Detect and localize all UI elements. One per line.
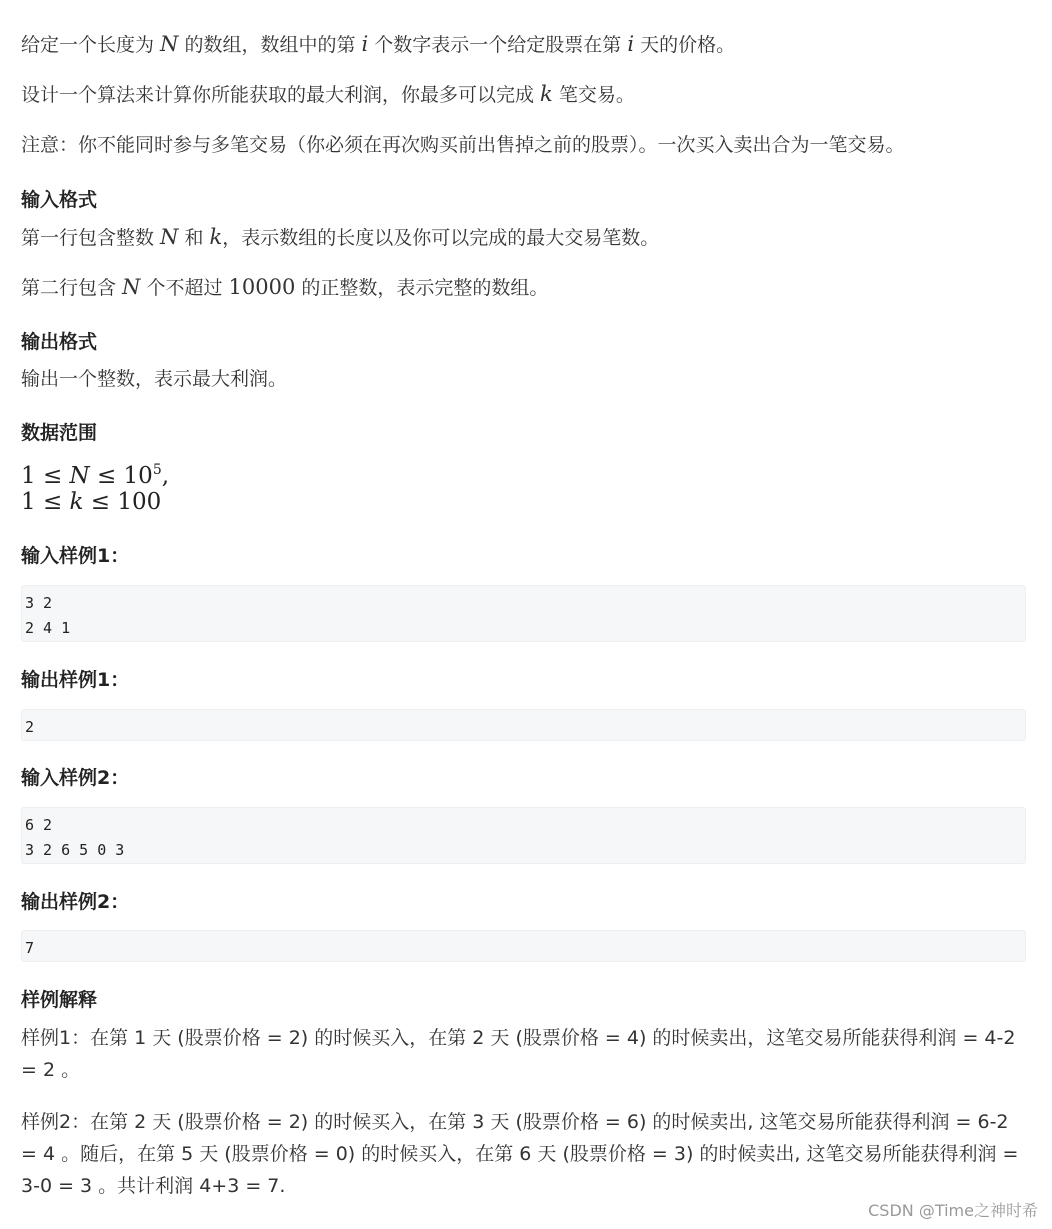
- code-line: 6 2: [25, 816, 53, 834]
- range-n: $1 \le N \le 10^5$,: [21, 462, 170, 489]
- sample-explanation-heading: 样例解释: [21, 989, 98, 1011]
- code-line: 2 4 1: [25, 619, 71, 637]
- output-format-text: 输出一个整数，表示最大利润。: [21, 368, 288, 390]
- sample-input-1-heading: 输入样例1：: [21, 545, 130, 567]
- explanation-paragraph-2: 样例2：在第 2 天 (股票价格 = 2) 的时候买入，在第 3 天 (股票价格 = 6) 的时候卖出, 这笔交易所能获得利润 = 6-2 = 4 。随后，在第 5 天 (股票价格 = 0) 的时候买入，在第 6 天 (股票价格 = 3) 的时候卖出, 这笔交易所能获得利润 = 3-0 = 3 。共计利润 4+3 = 7.: [21, 1111, 1019, 1197]
- output-format-heading: 输出格式: [21, 331, 98, 353]
- intro-paragraph-3: 注意：你不能同时参与多笔交易（你必须在再次购买前出售掉之前的股票）。一次买入卖出合为一笔交易。: [21, 134, 905, 156]
- sample-input-2-heading: 输入样例2：: [21, 767, 130, 789]
- input-format-line-2: 第二行包含 N 个不超过 10000 的正整数，表示完整的数组。: [21, 275, 549, 299]
- sample-output-1-code: [21, 709, 1026, 741]
- sample-output-2-heading: 输出样例2：: [21, 891, 130, 913]
- intro-paragraph-2: 设计一个算法来计算你所能获取的最大利润，你最多可以完成 k 笔交易。: [21, 82, 635, 106]
- data-range-heading: 数据范围: [21, 422, 98, 444]
- code-line: 3 2 6 5 0 3: [25, 841, 125, 859]
- code-line: 2: [25, 718, 35, 736]
- input-format-line-1: 第一行包含整数 N 和 k，表示数组的长度以及你可以完成的最大交易笔数。: [21, 225, 660, 249]
- csdn-watermark: CSDN @Time之神时希: [868, 1201, 1038, 1220]
- code-line: 7: [25, 939, 35, 957]
- code-line: 3 2: [25, 594, 53, 612]
- sample-input-1-code: [21, 585, 1026, 642]
- sample-input-2-code: [21, 807, 1026, 864]
- input-format-heading: 输入格式: [21, 189, 98, 211]
- sample-output-1-heading: 输出样例1：: [21, 669, 130, 691]
- sample-output-2-code: [21, 930, 1026, 962]
- explanation-paragraph-1: 样例1：在第 1 天 (股票价格 = 2) 的时候买入，在第 2 天 (股票价格 = 4) 的时候卖出，这笔交易所能获得利润 = 4-2 = 2 。: [21, 1027, 1016, 1081]
- range-k: 1 ≤ k ≤ 100: [21, 489, 162, 515]
- intro-paragraph-1: 给定一个长度为 N 的数组，数组中的第 i 个数字表示一个给定股票在第 i 天的价格。: [21, 32, 736, 56]
